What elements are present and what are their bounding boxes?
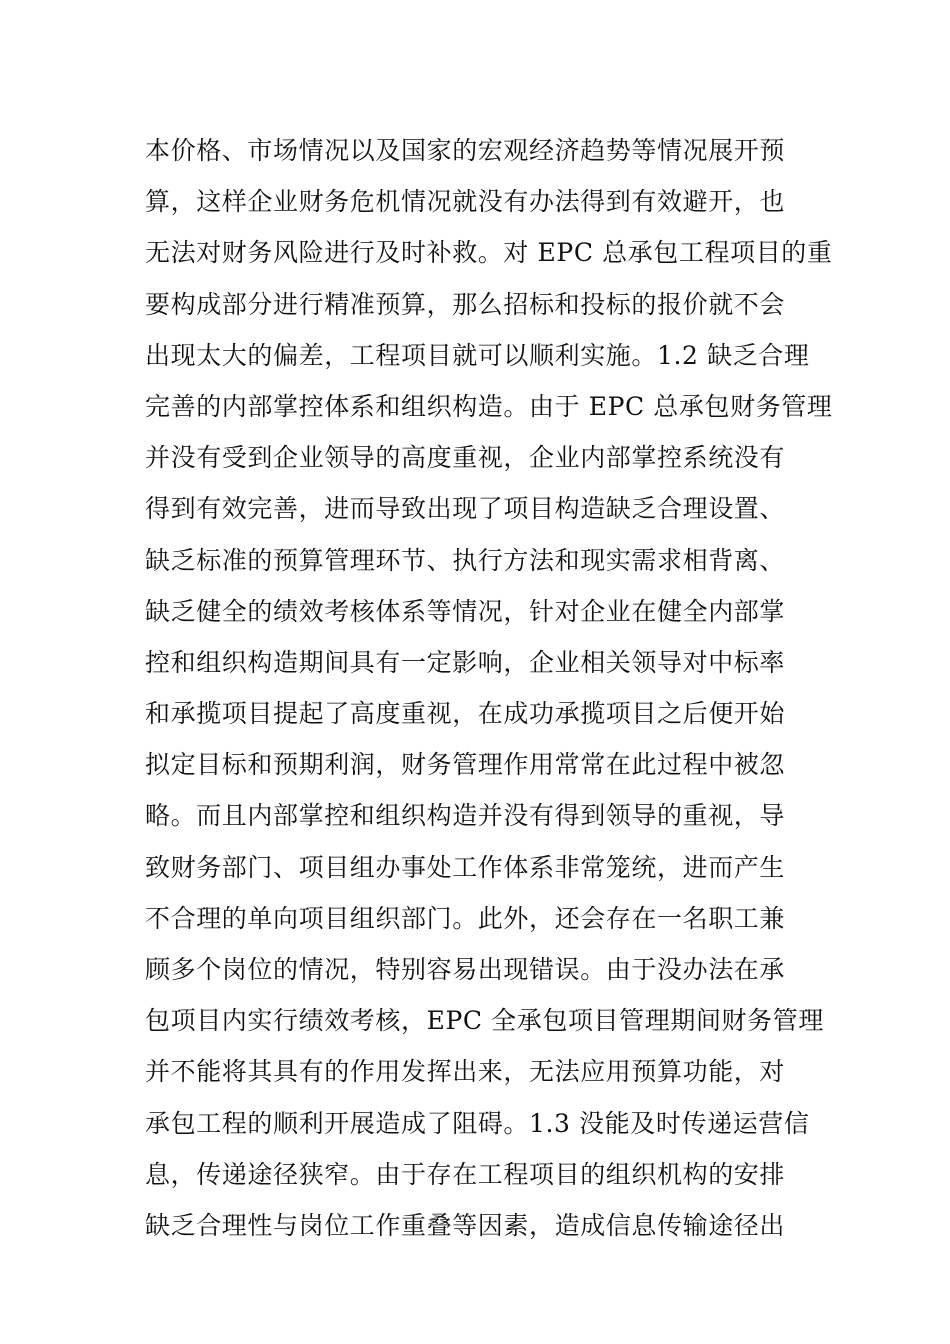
text-line: 得到有效完善，进而导致出现了项目构造缺乏合理设置、: [145, 494, 786, 524]
text-line: 不合理的单向项目组织部门。此外，还会存在一名职工兼: [145, 903, 786, 933]
text-line: 拟定目标和预期利润，财务管理作用常常在此过程中被忽: [145, 750, 786, 780]
text-line: 要构成部分进行精准预算，那么招标和投标的报价就不会: [145, 289, 786, 319]
text-line: 和承揽项目提起了高度重视，在成功承揽项目之后便开始: [145, 699, 786, 729]
text-line: 缺乏合理性与岗位工作重叠等因素，造成信息传输途径出: [145, 1210, 786, 1240]
text-line: 并不能将其具有的作用发挥出来，无法应用预算功能，对: [145, 1057, 786, 1087]
text-line: 本价格、市场情况以及国家的宏观经济趋势等情况展开预: [145, 136, 786, 165]
text-line: 承包工程的顺利开展造成了阻碍。1.3 没能及时传递运营信: [145, 1108, 810, 1138]
text-line: 算，这样企业财务危机情况就没有办法得到有效避开，也: [145, 187, 786, 217]
text-line: 顾多个岗位的情况，特别容易出现错误。由于没办法在承: [145, 955, 786, 984]
body-text: [145, 125, 833, 1251]
text-line: 缺乏标准的预算管理环节、执行方法和现实需求相背离、: [145, 545, 786, 575]
text-line: 包项目内实行绩效考核，EPC 全承包项目管理期间财务管理: [145, 1006, 824, 1036]
text-line: 缺乏健全的绩效考核体系等情况，针对企业在健全内部掌: [145, 596, 786, 626]
text-line: 息，传递途径狭窄。由于存在工程项目的组织机构的安排: [145, 1159, 786, 1189]
text-line: 无法对财务风险进行及时补救。对 EPC 总承包工程项目的重: [145, 238, 833, 268]
text-line: 控和组织构造期间具有一定影响，企业相关领导对中标率: [145, 647, 786, 677]
text-line: 出现太大的偏差，工程项目就可以顺利实施。1.2 缺乏合理: [145, 340, 810, 370]
text-line: 略。而且内部掌控和组织构造并没有得到领导的重视，导: [145, 801, 786, 831]
text-line: 致财务部门、项目组办事处工作体系非常笼统，进而产生: [145, 852, 786, 882]
text-line: 完善的内部掌控体系和组织构造。由于 EPC 总承包财务管理: [145, 391, 833, 421]
text-line: 并没有受到企业领导的高度重视，企业内部掌控系统没有: [145, 443, 786, 473]
